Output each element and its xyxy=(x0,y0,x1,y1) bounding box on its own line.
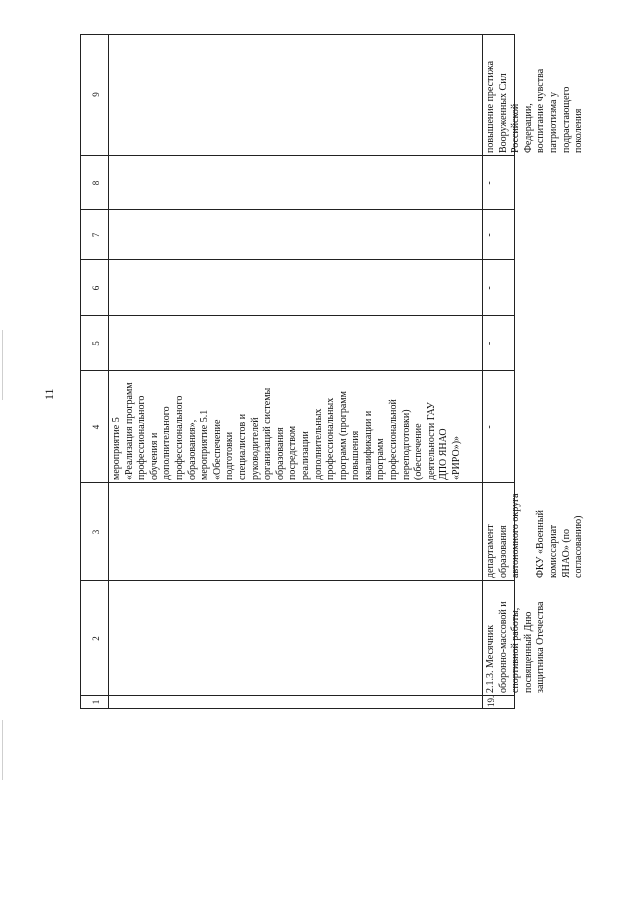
header-cell: 8 xyxy=(91,180,101,186)
row-number: 19. xyxy=(486,695,496,707)
value-cell: - xyxy=(484,425,495,429)
header-cell: 6 xyxy=(91,285,101,291)
value-cell: - xyxy=(484,233,495,237)
header-cell: 3 xyxy=(91,529,101,535)
table-row-continued xyxy=(109,35,483,708)
table-header-row xyxy=(81,35,109,708)
header-cell: 5 xyxy=(91,341,101,346)
responsible-cell: департамент образования автономного округа ФКУ «Военный комиссариат ЯНАО» (по согласованию) xyxy=(485,493,585,578)
result-cell: повышение престижа Вооруженных Сил Российской Федерации, воспитание чувства патриотизма у подрастающего поколения xyxy=(485,60,585,153)
value-cell: - xyxy=(484,181,495,185)
page-number: 11 xyxy=(42,388,56,400)
table-row-19 xyxy=(483,35,585,708)
activity-cell: мероприятие 5 «Реализация программ профессионального обучения и дополнительного профессионального образования», мероприятие 5.1 «Обеспечение подготовки специалистов и руководителей организаций системы образования посредством реализации дополнительных профессиональных программ (программ повышения квалификации и программ профессиональной переподготовки) (обеспечение деятельности ГАУ ДПО ЯНАО «РИРО»)» xyxy=(111,382,463,480)
program-table xyxy=(80,34,585,709)
event-name-cell: 2.1.3. Месячник оборонно-массовой и спортивной работы, посвященный Дню защитника Отечества xyxy=(485,601,547,693)
header-cell: 1 xyxy=(91,699,101,705)
header-cell: 9 xyxy=(91,92,101,97)
header-cell: 4 xyxy=(91,424,101,430)
value-cell: - xyxy=(484,341,495,346)
header-cell: 7 xyxy=(91,232,101,238)
header-cell: 2 xyxy=(91,636,101,641)
value-cell: - xyxy=(484,286,495,290)
